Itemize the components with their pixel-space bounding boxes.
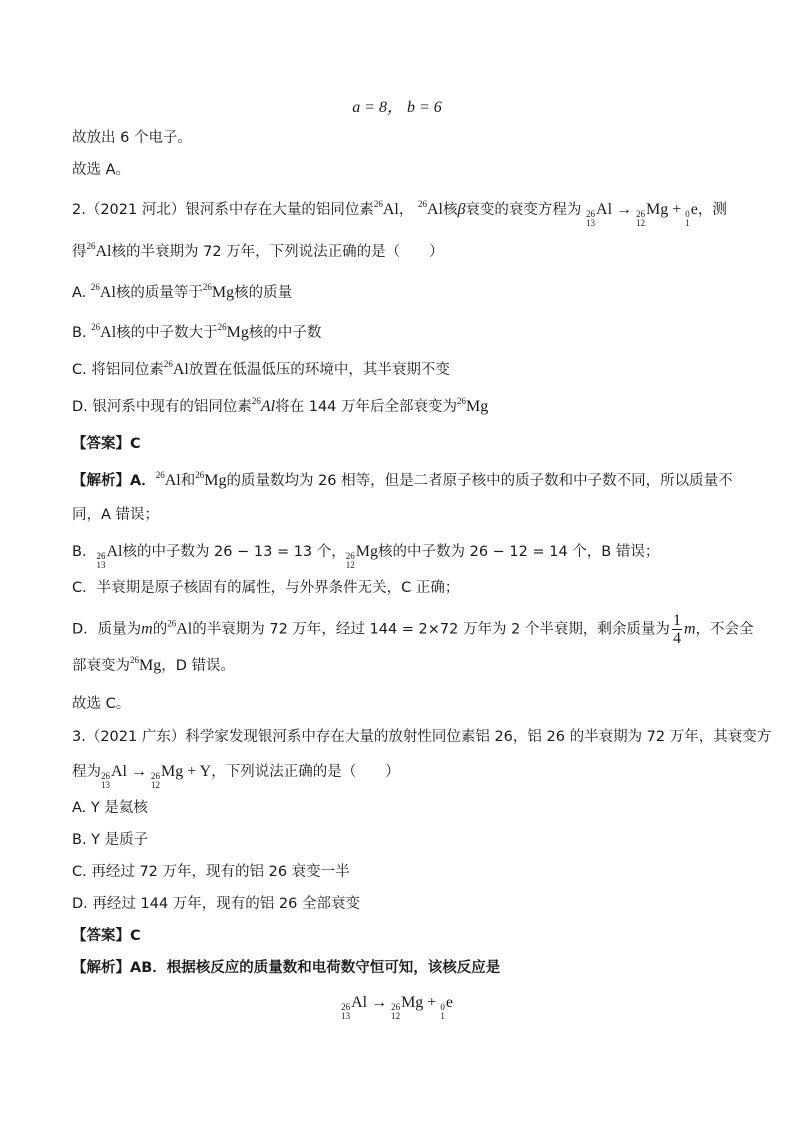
option-d: D. 银河系中现有的铝同位素$^{26}$Al将在 144 万年后全部衰变为$^{26}$Mg — [72, 396, 489, 415]
question-3-line-2: 程为 26 13 Al → 26 12 Mg + Y，下列说法正确的是（ ） — [72, 763, 400, 790]
q3-option-a: A. Y 是氦核 — [72, 800, 148, 816]
q3-option-b: B. Y 是质子 — [72, 832, 149, 848]
text-line: 故选 C。 — [72, 696, 131, 712]
text-line: 故放出 6 个电子。 — [72, 130, 192, 146]
q3-option-d: D. 再经过 144 万年，现有的铝 26 全部衰变 — [72, 896, 360, 912]
answer-3: 【答案】C — [72, 928, 141, 944]
question-2-line-1: 2.（2021 河北）银河系中存在大量的铝同位素$^{26}$Al， $^{26}$Al核β衰变的衰变方程为 26 13 Al → 26 12 Mg + 0 1 e，测 — [72, 199, 727, 228]
analysis-line-3: B． 26 13 Al核的中子数为 26 − 13 = 13 个， 26 12 Mg核的中子数为 26 − 12 = 14 个，B 错误； — [72, 543, 660, 570]
equation-a-b: a = 8， b = 6 — [352, 99, 442, 116]
option-a: A. $^{26}$Al核的质量等于$^{26}$Mg核的质量 — [72, 282, 293, 301]
analysis-line-2: 同，A 错误； — [72, 507, 160, 523]
analysis-line-1: 【解析】A．$^{26}$Al和$^{26}$Mg的质量数均为 26 相等，但是二者原子核中的质子数和中子数不同，所以质量不 — [72, 470, 733, 489]
analysis-line-6: 部衰变为$^{26}$Mg，D 错误。 — [72, 655, 236, 674]
q3-reaction-equation: 26 13 Al → 26 12 Mg + 0 1 e — [341, 994, 453, 1021]
option-b: B. $^{26}$Al核的中子数大于$^{26}$Mg核的中子数 — [72, 322, 322, 341]
analysis-line-5: D．质量为m的$^{26}$Al的半衰期为 72 万年，经过 144 = 2×72 万年为 2 个半衰期，剩余质量为 $\frac{1}{4}$ m，不会全 — [72, 612, 754, 647]
option-c: C. 将铝同位素$^{26}$Al放置在低温低压的环境中，其半衰期不变 — [72, 359, 450, 378]
question-3-line-1: 3.（2021 广东）科学家发现银河系中存在大量的放射性同位素铝 26，铝 26 的半衰期为 72 万年，其衰变方 — [72, 729, 772, 745]
question-2-line-2: 得$^{26}$Al核的半衰期为 72 万年，下列说法正确的是（ ） — [72, 241, 444, 260]
q3-analysis-line-1: 【解析】AB．根据核反应的质量数和电荷数守恒可知，该核反应是 — [72, 960, 501, 976]
text-line: 故选 A。 — [72, 162, 131, 178]
q3-option-c: C. 再经过 72 万年，现有的铝 26 衰变一半 — [72, 864, 350, 880]
analysis-line-4: C．半衰期是原子核固有的属性，与外界条件无关，C 正确； — [72, 580, 460, 596]
answer-2: 【答案】C — [72, 436, 141, 452]
